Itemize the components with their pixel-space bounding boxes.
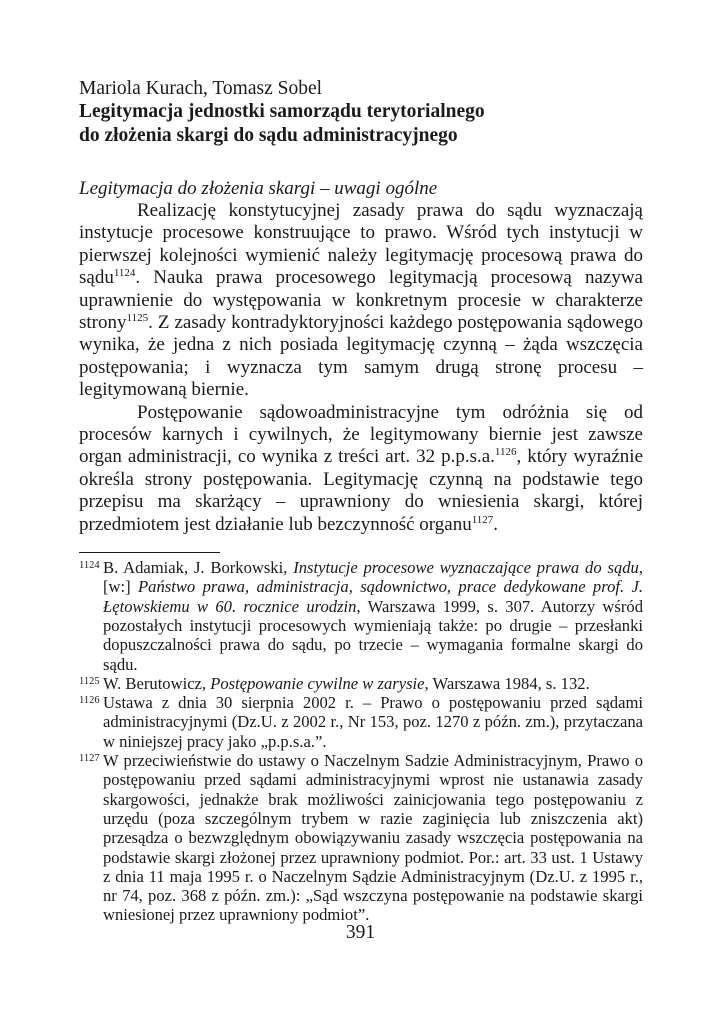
chapter-title-line-2: do złożenia skargi do sądu administracyjnego: [79, 125, 458, 146]
footnote-divider: [79, 552, 220, 553]
footnote-ref: 1124: [113, 267, 136, 280]
footnote-ref: 1126: [494, 446, 517, 459]
section-heading: Legitymacja do złożenia skargi – uwagi ogólne: [79, 178, 438, 199]
footnote-ref: 1125: [126, 312, 149, 325]
page-content: [79, 78, 643, 925]
paragraph-2: Postępowanie sądowoadministracyjne tym odróżnia się od procesów karnych i cywilnych, że legitymowany biernie jest zawsze organ administracji, co wynika z treści art. 32 p.p.s.a.$^{1126}$, który wyraźnie określa strony postępowania. Legitymację czynną na podstawie tego przepisu ma skarżący – uprawniony do wniesienia skargi, której przedmiotem jest działanie lub bezczynność organu$^{1127}$.: [79, 401, 643, 535]
footnotes: [79, 558, 643, 925]
authors-line: Mariola Kurach, Tomasz Sobel: [79, 78, 323, 99]
paragraph-1: Realizację konstytucyjnej zasady prawa do sądu wyznaczają instytucje procesowe konstruujące to prawo. Wśród tych instytucji w pierwszej kolejności wymienić należy legitymację procesową prawa do sądu$^{1124}$. Nauka prawa procesowego legitymacją procesową nazywa uprawnienie do występowania w konkretnym procesie w charakterze strony$^{1125}$. Z zasady kontradyktoryjności każdego postępowania sądowego wynika, że jedna z nich posiada legitymację czynną – żąda wszczęcia postępowania; i wyznacza tym samym drugą stronę procesu – legitymowaną biernie.: [79, 200, 643, 401]
footnote: 1125 W. Berutowicz, Postępowanie cywilne w zarysie, Warszawa 1984, s. 132.: [79, 673, 590, 693]
chapter-title-line-1: Legitymacja jednostki samorządu terytorialnego: [79, 101, 485, 122]
footnote: 1124 B. Adamiak, J. Borkowski, Instytucje procesowe wyznaczające prawa do sądu, [w:] Państwo prawa, administracja, sądownictwo, prace dedykowane prof. J. Łętowskiemu w 60. rocznice urodzin, Warszawa 1999, s. 307. Autorzy wśród pozostałych instytucji procesowych wymieniają także: po drugie – przesłanki dopuszczalności prawa do sądu, po trzecie – wymagania formalne skargi do sądu.: [79, 558, 644, 674]
footnote-number: 1126: [79, 695, 100, 707]
page-number: 391: [345, 922, 376, 943]
body-text: [79, 200, 643, 536]
footnote-ref: 1127: [471, 513, 494, 526]
footnote: 1126 Ustawa z dnia 30 sierpnia 2002 r. – Prawo o postępowaniu przed sądami administracyjnymi (Dz.U. z 2002 r., Nr 153, poz. 1270 z późn. zm.), przytaczana w niniejszej pracy jako „p.p.s.a.”.: [79, 693, 643, 751]
chapter-title: [79, 100, 643, 148]
footnote-number: 1125: [79, 675, 100, 687]
footnote: 1127 W przeciwieństwie do ustawy o Naczelnym Sadzie Administracyjnym, Prawo o postępowaniu przed sądami administracyjnymi wprost nie ustanawia zasady skargowości, jednakże brak możliwości zainicjowania tego postępowaniu z urzędu (poza szczególnym trybem w razie zaginięcia lub zniszczenia akt) przesądza o bezwzględnym obowiązywaniu zasady wszczęcia postępowania na podstawie skargi złożonej przez uprawniony podmiot. Por.: art. 33 ust. 1 Ustawy z dnia 11 maja 1995 r. o Naczelnym Sądzie Administracyjnym (Dz.U. z 1995 r., nr 74, poz. 368 z późn. zm.): „Sąd wszczyna postępowanie na podstawie skargi wniesionej przez uprawniony podmiot”.: [79, 751, 643, 925]
footnote-number: 1124: [79, 560, 100, 572]
footnote-number: 1127: [79, 753, 100, 765]
